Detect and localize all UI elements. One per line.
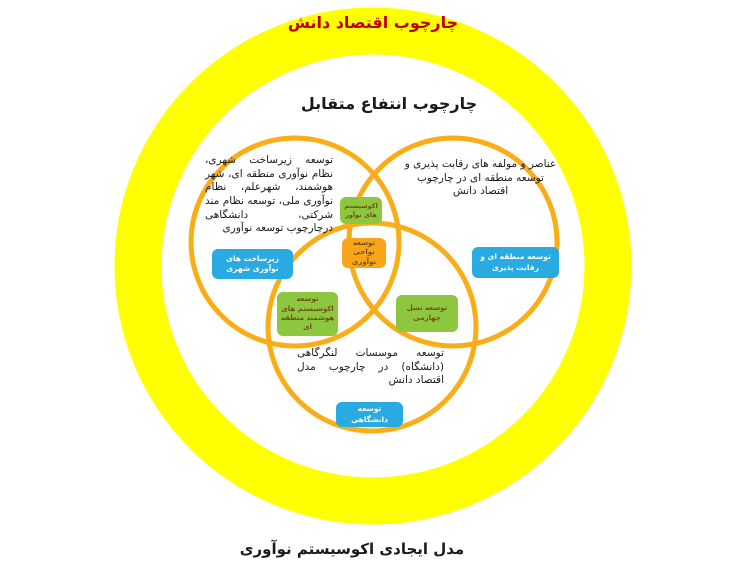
- diagram-caption: مدل ایجادی اکوسیستم نوآوری: [239, 540, 465, 558]
- right-circle-text: عناصر و مولفه های رقابت پذیری و توسعه منطقه ای در چارچوب اقتصاد دانش: [404, 158, 557, 198]
- label-urban-innovation-infrastructure: زیرساخت های نوآوری شهری: [212, 249, 293, 279]
- inner-title: چارچوب انتفاع متقابل: [300, 94, 478, 113]
- label-university-development: توسعه دانشگاهی: [336, 402, 403, 427]
- label-fourth-generation-development: توسعه نسل چهارمی: [396, 295, 458, 332]
- left-circle-text: توسعه زیرساخت شهری، نظام نوآوری منطقه ای، شهر هوشمند، شهرعلم، نظام نوآوری ملی، توسعه نظام مند شرکتی، دانشگاهی درچارچوب توسعه نوآوری: [205, 154, 333, 235]
- label-innovation-districts: توسعه نواحی نوآوری: [342, 238, 386, 268]
- label-innovative-ecosystems: اکوسیستم های نوآور: [340, 197, 382, 224]
- bottom-circle-text: توسعه موسسات لنگرگاهی (دانشگاه) در چارچوب مدل اقتصاد دانش: [297, 347, 444, 387]
- label-smart-regional-ecosystems: توسعه اکوسیستم های هوشمند منطقه ای: [277, 292, 338, 336]
- label-regional-development-competitiveness: توسعه منطقه ای و رقابت پذیری: [472, 247, 559, 278]
- ring-title: چارچوب اقتصاد دانش: [287, 13, 459, 32]
